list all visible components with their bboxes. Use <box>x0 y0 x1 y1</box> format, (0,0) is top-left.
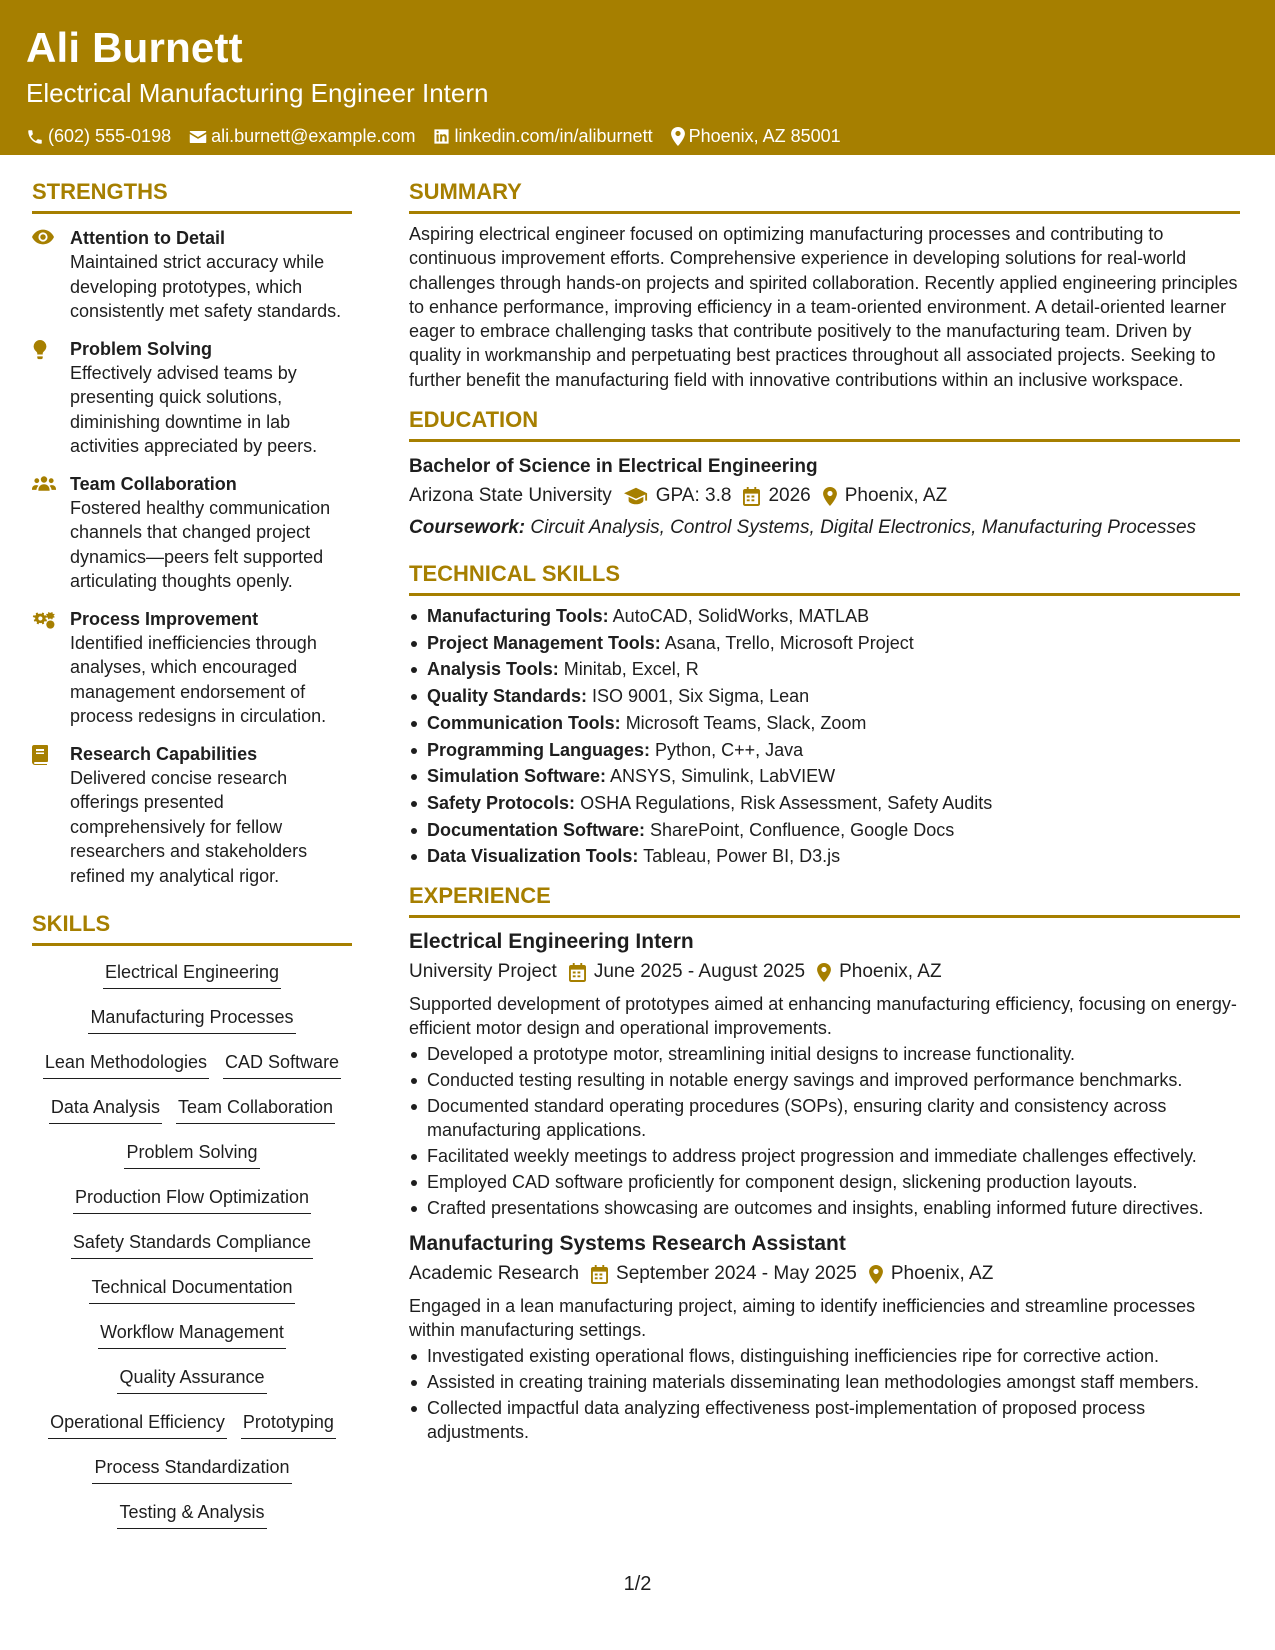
job-description: Supported development of prototypes aimed at enhancing manufacturing efficiency, focusing on energy-efficient motor design and operational improvements. <box>409 994 1237 1039</box>
skill-row <box>36 1048 348 1093</box>
list-item: Developed a prototype motor, streamlining initial designs to increase functionality. <box>409 1042 1240 1066</box>
contact-location <box>671 126 841 147</box>
email-icon <box>189 129 207 145</box>
job-meta <box>409 958 1240 986</box>
list-item <box>409 818 1240 842</box>
contact-linkedin-text[interactable]: linkedin.com/in/aliburnett <box>454 126 653 146</box>
degree-name: Bachelor of Science in Electrical Engineering <box>409 456 818 478</box>
linkedin-icon <box>433 128 450 145</box>
contact-phone <box>26 126 171 147</box>
list-item: Crafted presentations showcasing are outcomes and insights, enabling informed future directives. <box>409 1196 1240 1220</box>
phone-icon <box>26 128 44 146</box>
tech-skill-value: AutoCAD, SolidWorks, MATLAB <box>612 606 870 627</box>
skill-tag: Safety Standards Compliance <box>71 1228 313 1259</box>
tech-skill-label: Data Visualization Tools: <box>427 846 639 867</box>
education-heading: EDUCATION <box>409 406 1240 442</box>
gpa: GPA: 3.8 <box>655 485 732 507</box>
graduation-year: 2026 <box>768 485 811 507</box>
list-item <box>409 791 1240 815</box>
contact-linkedin[interactable] <box>433 126 652 147</box>
skill-row <box>64 1228 320 1273</box>
skill-row <box>42 1093 342 1138</box>
tech-skill-label: Project Management Tools: <box>427 632 661 653</box>
skill-tag: Operational Efficiency <box>48 1408 227 1439</box>
strength-title: Team Collaboration <box>70 473 237 494</box>
education-location: Phoenix, AZ <box>844 485 948 507</box>
strength-item <box>32 337 352 459</box>
skill-row <box>110 1363 273 1408</box>
skill-tag: Problem Solving <box>124 1138 259 1169</box>
tech-skill-label: Quality Standards: <box>427 686 588 707</box>
strength-desc: Identified inefficiencies through analyses, which encouraged management endorsement of process redesigns in circulation. <box>70 632 327 726</box>
tech-skill-label: Simulation Software: <box>427 766 607 787</box>
list-item <box>409 657 1240 681</box>
list-item <box>409 604 1240 628</box>
experience-entry <box>409 1230 1240 1444</box>
users-icon <box>32 475 56 492</box>
strength-desc: Effectively advised teams by presenting quick solutions, diminishing downtime in lab activities appreciated by peers. <box>70 362 318 456</box>
skills-heading: SKILLS <box>32 910 352 946</box>
tech-skill-label: Manufacturing Tools: <box>427 606 609 627</box>
tech-skill-label: Programming Languages: <box>427 739 651 760</box>
book-icon <box>32 745 48 765</box>
coursework-label: Coursework: <box>409 517 526 539</box>
skill-tag: Testing & Analysis <box>117 1498 266 1529</box>
skill-tag: Electrical Engineering <box>103 958 281 989</box>
skill-row <box>117 1138 266 1183</box>
job-dates: September 2024 - May 2025 <box>616 1263 857 1285</box>
skill-tag: Manufacturing Processes <box>88 1003 295 1034</box>
school-name: Arizona State University <box>409 485 612 507</box>
skill-row <box>91 1318 293 1363</box>
contact-location-text: Phoenix, AZ 85001 <box>688 126 841 146</box>
skill-row <box>66 1183 318 1228</box>
skill-row <box>96 958 288 1003</box>
strength-desc: Fostered healthy communication channels that changed project dynamics—peers felt supported articulating thoughts openly. <box>70 497 331 591</box>
skill-row <box>85 1453 298 1498</box>
skill-row <box>110 1498 273 1543</box>
strength-item <box>32 607 352 729</box>
skill-tag: Technical Documentation <box>89 1273 294 1304</box>
experience-heading: EXPERIENCE <box>409 882 1240 918</box>
candidate-title: Electrical Manufacturing Engineer Intern <box>26 78 489 108</box>
list-item: Documented standard operating procedures (SOPs), ensuring clarity and consistency across manufacturing applications. <box>409 1094 1240 1142</box>
skill-tag: Process Standardization <box>92 1453 291 1484</box>
job-title: Manufacturing Systems Research Assistant <box>409 1232 846 1256</box>
location-pin-icon <box>823 487 837 506</box>
job-bullets <box>409 1344 1240 1444</box>
job-dates: June 2025 - August 2025 <box>593 961 806 983</box>
tech-skill-value: Asana, Trello, Microsoft Project <box>664 632 914 653</box>
page-number: 1/2 <box>623 1573 652 1595</box>
tech-skill-value: ISO 9001, Six Sigma, Lean <box>592 686 810 707</box>
tech-skill-value: Tableau, Power BI, D3.js <box>643 846 841 867</box>
skill-tag: Quality Assurance <box>117 1363 266 1394</box>
strength-title: Attention to Detail <box>70 228 225 248</box>
location-pin-icon <box>671 127 685 146</box>
calendar-icon <box>569 963 586 982</box>
technical-skills-list <box>409 604 1240 868</box>
contact-bar <box>26 126 1249 147</box>
list-item <box>409 684 1240 708</box>
list-item: Employed CAD software proficiently for component design, slickening production layouts. <box>409 1170 1240 1194</box>
skill-tag: Data Analysis <box>49 1093 162 1124</box>
strength-desc: Delivered concise research offerings presented comprehensively for fellow researchers and stakeholders refined my analytical rigor. <box>70 767 308 886</box>
contact-phone-text: (602) 555-0198 <box>48 126 172 146</box>
strength-item <box>32 472 352 594</box>
skill-tag: CAD Software <box>223 1048 341 1079</box>
tech-skill-value: ANSYS, Simulink, LabVIEW <box>610 766 836 787</box>
summary-heading: SUMMARY <box>409 178 1240 214</box>
skills-list <box>32 958 352 1543</box>
strength-item <box>32 226 352 324</box>
graduation-cap-icon <box>624 487 648 505</box>
job-location: Phoenix, AZ <box>839 961 942 983</box>
job-bullets <box>409 1042 1240 1220</box>
list-item <box>409 631 1240 655</box>
gears-icon <box>32 610 56 630</box>
experience-entry <box>409 928 1240 1220</box>
strength-title: Research Capabilities <box>70 743 258 764</box>
tech-skill-label: Communication Tools: <box>427 712 621 733</box>
skill-row <box>41 1408 343 1453</box>
contact-email-text[interactable]: ali.burnett@example.com <box>211 126 416 146</box>
strength-title: Problem Solving <box>70 338 213 359</box>
job-meta <box>409 1260 1240 1288</box>
tech-skill-value: SharePoint, Confluence, Google Docs <box>650 819 955 840</box>
list-item: Collected impactful data analyzing effectiveness post-implementation of proposed process adjustments. <box>409 1396 1240 1444</box>
list-item: Assisted in creating training materials disseminating lean methodologies amongst staff members. <box>409 1370 1240 1394</box>
skill-tag: Prototyping <box>241 1408 336 1439</box>
list-item <box>409 738 1240 762</box>
skill-tag: Workflow Management <box>98 1318 286 1349</box>
location-pin-icon <box>817 963 831 982</box>
lightbulb-icon <box>32 340 48 360</box>
location-pin-icon <box>869 1265 883 1284</box>
job-title: Electrical Engineering Intern <box>409 930 694 954</box>
tech-skill-label: Analysis Tools: <box>427 659 559 680</box>
tech-skill-label: Documentation Software: <box>427 819 646 840</box>
job-description: Engaged in a lean manufacturing project, aiming to identify inefficiencies and streamline processes within manufacturing settings. <box>409 1296 1196 1341</box>
tech-skill-label: Safety Protocols: <box>427 792 576 813</box>
skill-row <box>82 1273 301 1318</box>
job-org: University Project <box>409 961 557 983</box>
resume-header <box>0 0 1275 155</box>
tech-skill-value: Python, C++, Java <box>655 739 804 760</box>
contact-email[interactable] <box>189 126 415 147</box>
tech-skill-value: Microsoft Teams, Slack, Zoom <box>625 712 867 733</box>
education-meta <box>409 482 1240 510</box>
strength-desc: Maintained strict accuracy while developing prototypes, which consistently met safety standards. <box>70 252 342 321</box>
strength-item <box>32 742 352 889</box>
candidate-name: Ali Burnett <box>26 24 243 71</box>
coursework-list: Circuit Analysis, Control Systems, Digital Electronics, Manufacturing Processes <box>530 517 1197 539</box>
right-column <box>409 178 1240 1446</box>
list-item <box>409 844 1240 868</box>
strengths-heading: STRENGTHS <box>32 178 352 214</box>
tech-skill-value: Minitab, Excel, R <box>563 659 699 680</box>
calendar-icon <box>591 1265 608 1284</box>
skill-tag: Team Collaboration <box>176 1093 335 1124</box>
summary-text: Aspiring electrical engineer focused on optimizing manufacturing processes and contributing to continuous improvement efforts. Comprehensive experience in developing solutions for real-world challenges through hands-on projects and spirited collaboration. Recently applied engineering principles to enhance performance, improving efficiency in a team-oriented environment. A detail-oriented learner eager to embrace challenging tasks that contribute positively to the manufacturing team. Driven by quality in workmanship and perpetuating best practices throughout all associated projects. Seeking to further benefit the manufacturing field with innovative contributions within an inclusive workspace. <box>409 224 1238 390</box>
list-item: Facilitated weekly meetings to address project progression and immediate challenges effectively. <box>409 1144 1240 1168</box>
eye-icon <box>32 229 54 245</box>
left-column <box>32 178 352 1543</box>
skill-tag: Production Flow Optimization <box>73 1183 311 1214</box>
coursework <box>409 516 1240 540</box>
list-item: Investigated existing operational flows, distinguishing inefficiencies ripe for corrective action. <box>409 1344 1240 1368</box>
job-location: Phoenix, AZ <box>890 1263 994 1285</box>
list-item <box>409 711 1240 735</box>
strengths-list <box>32 226 352 888</box>
tech-skill-value: OSHA Regulations, Risk Assessment, Safety Audits <box>580 792 993 813</box>
list-item <box>409 764 1240 788</box>
technical-skills-heading: TECHNICAL SKILLS <box>409 560 1240 596</box>
skill-tag: Lean Methodologies <box>43 1048 209 1079</box>
calendar-icon <box>743 487 760 506</box>
list-item: Conducted testing resulting in notable energy savings and improved performance benchmarks. <box>409 1068 1240 1092</box>
skill-row <box>81 1003 302 1048</box>
job-org: Academic Research <box>409 1263 580 1285</box>
strength-title: Process Improvement <box>70 608 259 629</box>
